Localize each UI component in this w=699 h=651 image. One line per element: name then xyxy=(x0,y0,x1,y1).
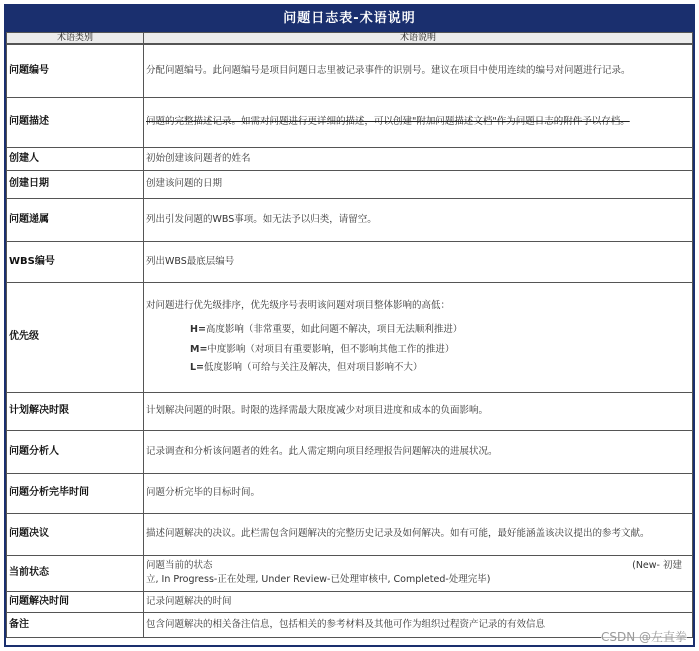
glossary-table xyxy=(6,32,693,638)
table-row xyxy=(7,241,693,282)
table-row xyxy=(7,147,693,170)
term-cell: 问题分析人 xyxy=(7,430,144,473)
term-cell: 创建人 xyxy=(7,147,144,170)
table-row xyxy=(7,44,693,97)
priority-level-medium xyxy=(146,343,690,357)
table-row xyxy=(7,392,693,430)
description-cell: 问题分析完毕的目标时间。 xyxy=(144,473,693,513)
csdn-watermark: CSDN @左直拳 xyxy=(600,630,687,644)
description-cell: 描述问题解决的决议。此栏需包含问题解决的完整历史记录及如何解决。如有可能，最好能涵盖该决议提出的参考文献。 xyxy=(144,513,693,555)
priority-text: 中度影响（对项目有重要影响，但不影响其他工作的推进） xyxy=(207,344,455,355)
table-row xyxy=(7,513,693,555)
description-cell xyxy=(144,555,693,591)
table-header-row xyxy=(7,33,693,45)
term-cell: 问题决议 xyxy=(7,513,144,555)
priority-level-high xyxy=(146,323,690,337)
header-category: 术语类别 xyxy=(7,33,144,45)
description-cell: 计划解决问题的时限。时限的选择需最大限度减少对项目进度和成本的负面影响。 xyxy=(144,392,693,430)
priority-text: 低度影响（可给与关注及解决，但对项目影响不大） xyxy=(204,362,423,373)
header-description: 术语说明 xyxy=(144,33,693,45)
term-cell: 计划解决时限 xyxy=(7,392,144,430)
description-cell: 创建该问题的日期 xyxy=(144,170,693,198)
document-frame xyxy=(4,4,695,647)
priority-intro: 对问题进行优先级排序，优先级序号表明该问题对项目整体影响的高低： xyxy=(146,300,451,311)
table-row xyxy=(7,282,693,392)
term-cell: 问题描述 xyxy=(7,97,144,147)
status-line-2: 立, In Progress-正在处理, Under Review-已处理审核中, Completed-处理完毕) xyxy=(146,574,491,585)
priority-code: L= xyxy=(190,362,205,373)
term-cell: 问题编号 xyxy=(7,44,144,97)
description-cell: 列出WBS最底层编号 xyxy=(144,241,693,282)
term-cell: WBS编号 xyxy=(7,241,144,282)
table-row xyxy=(7,198,693,241)
table-row xyxy=(7,97,693,147)
priority-level-low xyxy=(146,361,690,375)
status-line-1 xyxy=(146,559,690,573)
description-cell: 记录问题解决的时间 xyxy=(144,591,693,612)
term-cell: 问题递属 xyxy=(7,198,144,241)
table-row xyxy=(7,591,693,612)
table-row xyxy=(7,170,693,198)
term-cell: 当前状态 xyxy=(7,555,144,591)
term-cell: 备注 xyxy=(7,612,144,637)
term-cell: 问题解决时间 xyxy=(7,591,144,612)
table-row xyxy=(7,612,693,637)
description-cell: 问题的完整描述记录。如需对问题进行更详细的描述，可以创建"附加问题描述文档"作为问题日志的附件予以存档。 xyxy=(144,97,693,147)
description-cell: 包含问题解决的相关备注信息，包括相关的参考材料及其他可作为组织过程资产记录的有效信息 xyxy=(144,612,693,637)
table-row xyxy=(7,473,693,513)
description-cell: 列出引发问题的WBS事项。如无法予以归类，请留空。 xyxy=(144,198,693,241)
description-cell xyxy=(144,282,693,392)
description-cell: 初始创建该问题者的姓名 xyxy=(144,147,693,170)
term-cell: 问题分析完毕时间 xyxy=(7,473,144,513)
status-intro: 问题当前的状态 xyxy=(146,560,213,571)
page-title: 问题日志表-术语说明 xyxy=(6,6,693,32)
table-row xyxy=(7,430,693,473)
description-cell: 记录调查和分析该问题者的姓名。此人需定期向项目经理报告问题解决的进展状况。 xyxy=(144,430,693,473)
term-cell: 优先级 xyxy=(7,282,144,392)
description-cell: 分配问题编号。此问题编号是项目问题日志里被记录事件的识别号。建议在项目中使用连续的编号对问题进行记录。 xyxy=(144,44,693,97)
priority-code: M= xyxy=(190,344,208,355)
term-cell: 创建日期 xyxy=(7,170,144,198)
table-row xyxy=(7,555,693,591)
priority-code: H= xyxy=(190,324,206,335)
priority-text: 高度影响（非常重要，如此问题不解决，项目无法顺利推进） xyxy=(205,324,463,335)
status-new: (New- 初建 xyxy=(632,560,682,571)
